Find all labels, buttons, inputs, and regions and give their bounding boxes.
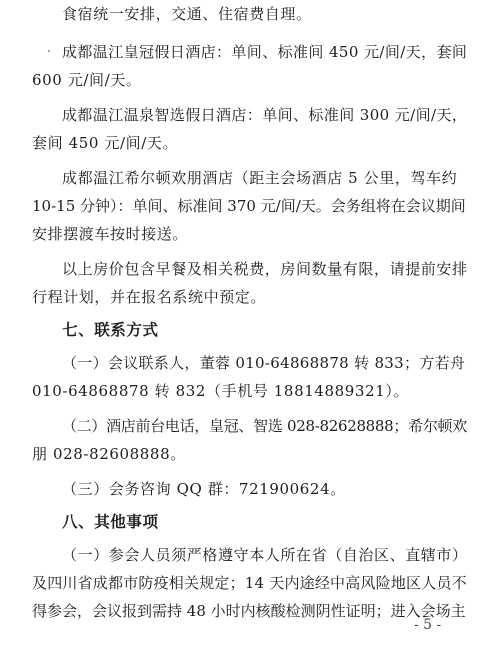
section-heading-other: 八、其他事项 <box>62 513 159 531</box>
text-line-epidemic-rules-cont2: 得参会，会议报到需持 48 小时内核酸检测阴性证明；进入会场主 <box>32 602 466 620</box>
text-line-lodging-note: 食宿统一安排，交通、住宿费自理。 <box>62 5 312 23</box>
text-line-hotel-hampton-shuttle: 安排摆渡车按时接送。 <box>32 225 189 243</box>
text-line-hotel-express: 成都温江温泉智选假日酒店：单间、标准间 300 元/间/天， <box>62 106 468 124</box>
text-line-epidemic-rules: （一）参会人员须严格遵守本人所在省（自治区、直辖市） <box>62 546 468 564</box>
page-number: - 5 - <box>414 617 442 633</box>
text-line-hotel-express-cont: 套间 450 元/间/天。 <box>32 134 179 152</box>
text-line-price-note-cont: 行程计划，并在报名系统中预定。 <box>32 288 267 306</box>
text-line-hotel-hampton-cont: 10-15 分钟）：单间、标准间 370 元/间/天。会务组将在会议期间 <box>32 197 466 215</box>
text-line-hotel-crowne: 成都温江皇冠假日酒店：单间、标准间 450 元/间/天，套间 <box>62 43 468 61</box>
text-line-price-note: 以上房价包含早餐及相关税费，房间数量有限，请提前安排 <box>62 260 468 278</box>
scan-speck <box>48 50 50 52</box>
text-line-hotel-phones-cont: 朋 028-82608888。 <box>32 445 186 463</box>
text-line-contact-person-cont: 010-64868878 转 832（手机号 18814889321）。 <box>32 382 410 400</box>
text-line-contact-person: （一）会议联系人，董蓉 010-64868878 转 833；方若舟 <box>62 354 466 372</box>
text-line-epidemic-rules-cont: 及四川省成都市防疫相关规定；14 天内途经中高风险地区人员不 <box>32 574 467 592</box>
text-line-hotel-crowne-cont: 600 元/间/天。 <box>32 71 142 89</box>
text-line-hotel-phones: （二）酒店前台电话，皇冠、智选 028-82628888；希尔顿欢 <box>62 417 467 435</box>
section-heading-contact: 七、联系方式 <box>62 321 159 339</box>
text-line-hotel-hampton: 成都温江希尔顿欢朋酒店（距主会场酒店 5 公里，驾车约 <box>62 169 458 187</box>
text-line-qq-group: （三）会务咨询 QQ 群：721900624。 <box>62 480 346 498</box>
